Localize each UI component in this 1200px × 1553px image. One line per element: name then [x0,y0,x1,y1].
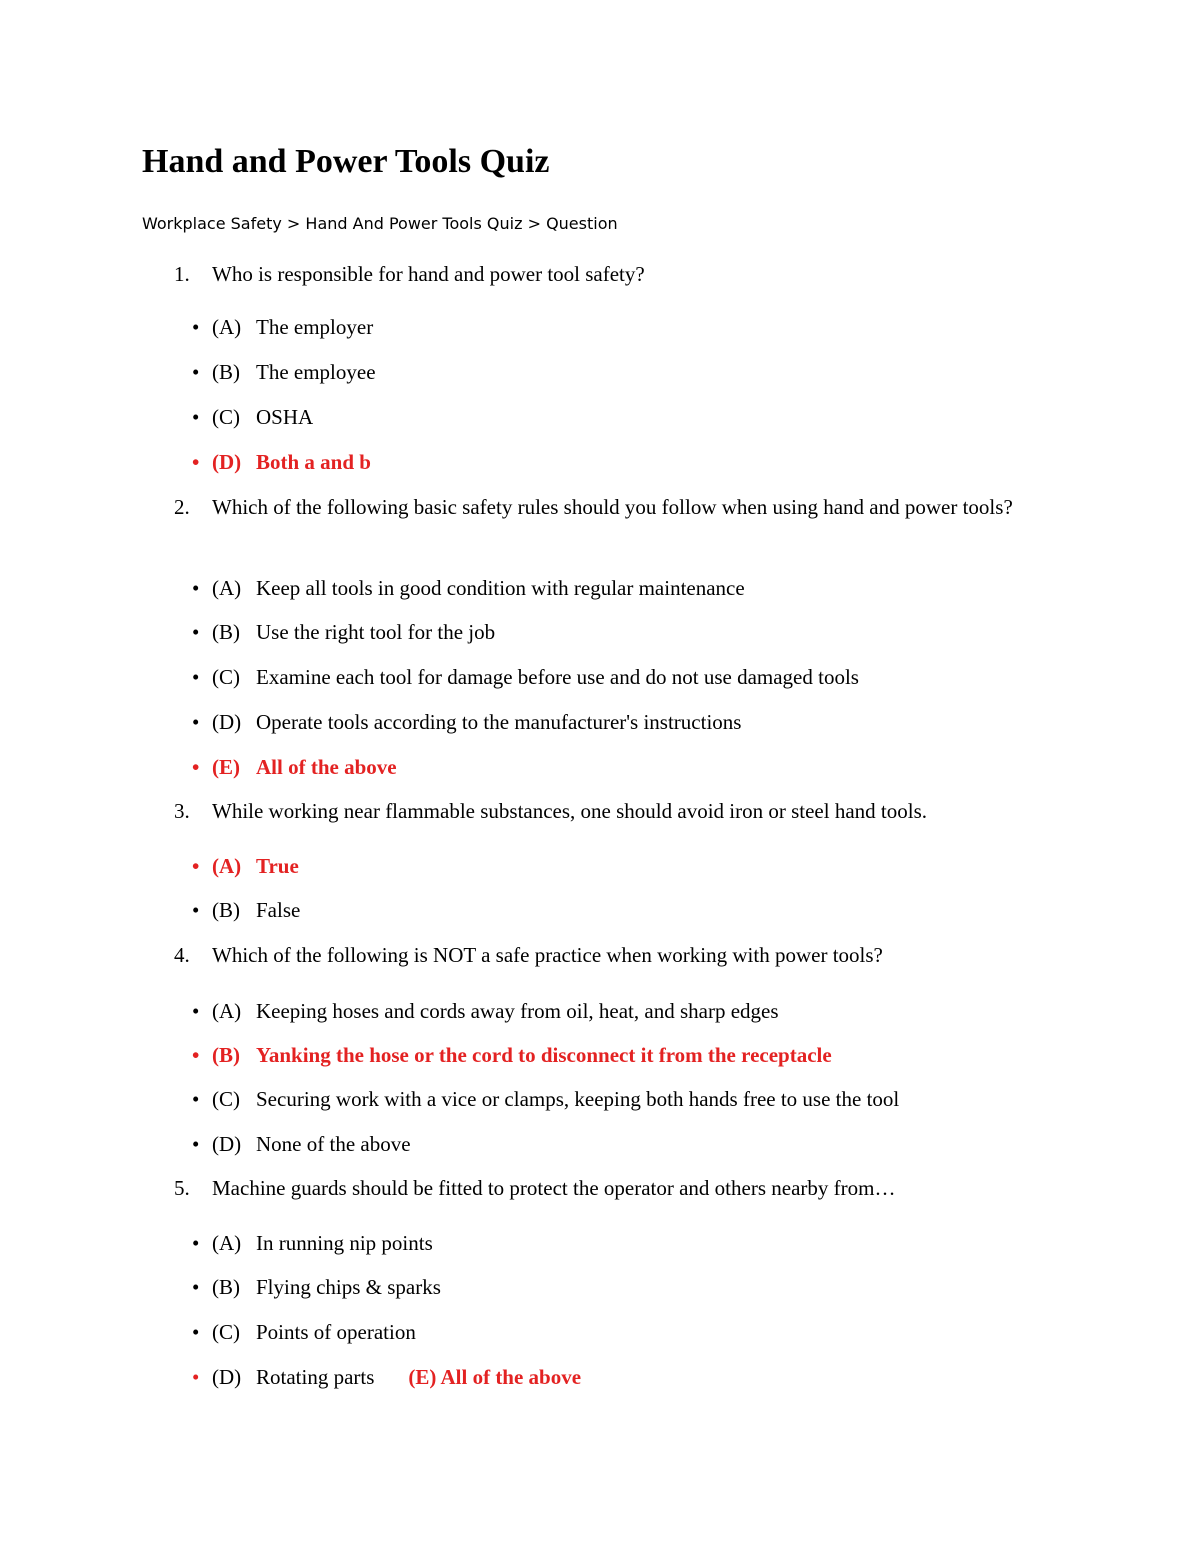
option-text: Keep all tools in good condition with regular maintenance [256,576,745,600]
bullet-icon: • [192,576,200,600]
bullet-icon: • [192,755,200,779]
bullet-icon: • [192,620,200,644]
option-text: Securing work with a vice or clamps, keeping both hands free to use the tool [256,1087,900,1111]
answer-option [192,1086,899,1112]
correct-answer-option [192,449,371,475]
bullet-icon: • [192,1231,200,1255]
option-text: Examine each tool for damage before use and do not use damaged tools [256,665,859,689]
answer-option [192,1274,441,1300]
bullet-icon: • [192,405,200,429]
answer-option [192,998,779,1024]
option-text: None of the above [256,1132,411,1156]
correct-answer-option [192,1042,832,1068]
option-text: Yanking the hose or the cord to disconnect it from the receptacle [256,1043,832,1067]
option-text: Keeping hoses and cords away from oil, heat, and sharp edges [256,999,779,1023]
option-letter: (C) [212,1320,240,1344]
bullet-icon: • [192,315,200,339]
bullet-icon: • [192,1320,200,1344]
question-text: Which of the following is NOT a safe practice when working with power tools? [212,943,883,967]
option-text: Flying chips & sparks [256,1275,441,1299]
bullet-icon: • [192,710,200,734]
question-number: 5. [174,1176,190,1200]
question-text: Which of the following basic safety rules should you follow when using hand and power tools? [212,495,1013,519]
option-letter: (B) [212,1043,240,1067]
correct-answer-inline: (E) All of the above [408,1365,582,1389]
option-text: All of the above [256,755,397,779]
option-text: Use the right tool for the job [256,620,496,644]
bullet-icon: • [192,360,200,384]
option-text: The employee [256,360,376,384]
page-title: Hand and Power Tools Quiz [142,143,550,180]
answer-option [192,314,373,340]
question-number: 1. [174,262,190,286]
bullet-icon: • [192,1087,200,1111]
option-text: In running nip points [256,1231,433,1255]
question-text: While working near flammable substances, one should avoid iron or steel hand tools. [212,799,927,823]
option-text: True [256,854,299,878]
option-text: Both a and b [256,450,371,474]
bullet-icon: • [192,1275,200,1299]
option-letter: (A) [212,854,242,878]
bullet-icon: • [192,898,200,922]
option-letter: (B) [212,360,240,384]
bullet-icon: • [192,1132,200,1156]
bullet-icon: • [192,1043,200,1067]
question-number: 2. [174,495,190,519]
question-text: Who is responsible for hand and power tool safety? [212,262,645,286]
answer-option [192,1230,433,1256]
bullet-icon: • [192,1365,200,1389]
option-letter: (C) [212,1087,240,1111]
answer-option [192,1131,411,1157]
answer-option [192,619,495,645]
option-letter: (A) [212,576,242,600]
option-letter: (E) [212,755,240,779]
answer-option [192,709,741,735]
bullet-icon: • [192,665,200,689]
answer-option [192,1364,581,1390]
option-letter: (A) [212,999,242,1023]
option-text: Points of operation [256,1320,416,1344]
option-letter: (B) [212,898,240,922]
option-text: The employer [256,315,374,339]
bullet-icon: • [192,999,200,1023]
answer-option [192,897,300,923]
answer-option [192,664,859,690]
bullet-icon: • [192,450,200,474]
answer-option [192,404,313,430]
option-letter: (B) [212,620,240,644]
correct-answer-option [192,853,299,879]
option-letter: (C) [212,405,240,429]
option-text: OSHA [256,405,314,429]
breadcrumb: Workplace Safety > Hand And Power Tools Quiz > Question [142,214,618,233]
option-letter: (A) [212,1231,242,1255]
option-letter: (A) [212,315,242,339]
answer-option [192,1319,416,1345]
option-letter: (D) [212,450,242,474]
option-letter: (D) [212,1365,242,1389]
answer-option [192,359,376,385]
option-text: Operate tools according to the manufacturer's instructions [256,710,742,734]
option-text: Rotating parts [256,1365,375,1389]
answer-option [192,575,745,601]
option-letter: (C) [212,665,240,689]
question-number: 3. [174,799,190,823]
option-letter: (D) [212,710,242,734]
option-text: False [256,898,301,922]
option-letter: (D) [212,1132,242,1156]
option-letter: (B) [212,1275,240,1299]
question-number: 4. [174,943,190,967]
bullet-icon: • [192,854,200,878]
question-text: Machine guards should be fitted to protect the operator and others nearby from… [212,1176,896,1200]
correct-answer-option [192,754,397,780]
